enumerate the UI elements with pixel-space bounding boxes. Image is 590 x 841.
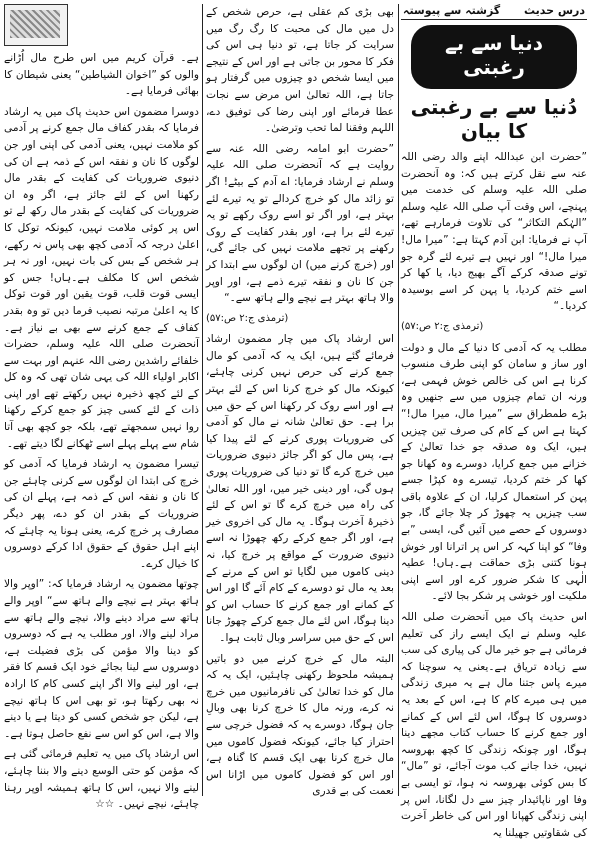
body-paragraph: البتہ مال کے خرچ کرنے میں دو باتیں ہمیشہ ملحوظ رکھنی چاہئیں، ایک یہ کہ مال کو خدا تعالیٰ کی نافرمانیوں میں خرچ نہ کرے، ورنہ مال کا خرچ کرنا بھی وبالِ جان ہوگا، دوسرے یہ کہ فضول خرچی سے احتراز کیا جائے، کیونکہ فضول کاموں میں مال خرچ کرنا بھی ایک قسم کا گناہ ہے، اور اس کو فضول کاموں میں اڑانا اس نعمت کی بے قدری	[206, 652, 394, 798]
body-paragraph: بھی بڑی کم عقلی ہے، حرص شخص کے دل میں مال کی محبت کا رگ رگ میں سرایت کر جاتا ہے، تو دنیا ہی اس کی فکر کا محور بن جاتی ہے اور اس کے نتیجے میں ایسا شخص دو چیزوں میں گرفتار ہو جاتا ہے، اللہ تعالیٰ اس مرض سے نجات عطا فرمائے اور اپنی رضا کی توفیق دے، اللہم وفقنا لما تحب وترضیٰ۔	[206, 6, 394, 135]
section-header	[401, 4, 587, 20]
body-paragraph: اس ارشاد پاک میں یہ تعلیم فرمائی گئی ہے کہ مؤمن کو حتی الوسع دینے والا بننا چاہئے، لینے والا نہیں، اس کا ہاتھ ہمیشہ اوپر رہنا چاہئے، نیچے نہیں۔ ☆☆	[4, 748, 199, 811]
article-column-left	[4, 4, 199, 811]
body-paragraph: مطلب یہ کہ آدمی کا دنیا کے مال و دولت اور ساز و سامان کو اپنی طرف منسوب کرنا ہے اس کی خالص خوش فہمی ہے، ورنہ ان تمام چیزوں میں سے جنھیں وہ بڑے طمطراق سے ”میرا مال، میرا مال!“ کہتا ہے اس کے کام کی صرف تین چیزیں ہیں، ایک وہ صدقہ جو خدا تعالیٰ کے خزانے میں جمع کرایا، دوسرے وہ کھانا جو کھا کر ختم کردیا، تیسرے وہ کپڑا جسے پہن کر استعمال کرلیا، ان کے علاوہ باقی سب چیزیں یہ چھوڑ کر چلا جائے گا، جو دوسروں کے حصے میں آئیں گی، ایسی ”بے وفا“ کو اپنا کہہ کر اس پر اترانا اور خوش ہونا کتنی بڑی حماقت ہے۔ہاں! عطیہ الٰہی کا شکر ضرور کرے اور اسے اپنی ملکیت اور خوشی پر شکر بجا لائے۔	[401, 341, 587, 603]
body-paragraph: اس ارشاد پاک میں چار مضمون ارشاد فرمائے گئے ہیں، ایک یہ کہ آدمی کو مال جمع کرنے کی حرص نہیں کرنی چاہئے، کیونکہ مال کو خرچ کرنا اس کے لئے بہتر ہے اور اسے روک کر رکھنا اس کے حق میں برا ہے۔ حق تعالیٰ شانہ نے مال کو آدمی کی ضروریات پوری کرنے کے لئے پیدا کیا ہے، پس مال کو اگر جائز دنیوی ضروریات میں خرچ کرے گا تو دنیا کی ضروریات پوری ہوں گی، اور دینی خیر میں، اور اللہ تعالیٰ کی راہ میں خرچ کرے گا تو اس کے لئے ذخیرۂ آخرت ہوگا۔ یہ مال کی اخروی خیر ہے، اور اگر جمع کرکے رکھ چھوڑا نہ اسے دنیوی ضرورت کے مواقع پر خرچ کیا، نہ دینی کاموں میں لگایا تو اس کے مرنے کے بعد یہ مال تو دوسرے کے کام آئے گا اور اس کے کمانے اور جمع کرنے کا حساب اس کو دینا ہوگا، اس لئے مال جمع کرکے چھوڑ جانا اس کے حق میں سراسر وبال ثابت ہوا۔	[206, 333, 394, 644]
body-paragraph: تیسرا مضمون یہ ارشاد فرمایا کہ آدمی کو خرچ کی ابتدا ان لوگوں سے کرنی چاہئے جن کا نان و نفقہ اس کے ذمہ ہے، پہلے ان کی ضروریات کے بقدر ان کو دے، پھر دیگر مصارف پر خرچ کرے، یعنی ہونا یہ چاہئے کہ اپنے اہل حقوق کے حقوق ادا کرکے دوسروں کا خیال کرے۔	[4, 458, 199, 570]
column-rule	[398, 4, 399, 796]
hadith-paragraph: ”حضرت ابو امامہ رضی اللہ عنہ سے روایت ہے کہ آنحضرت صلی اللہ علیہ وسلم نے ارشاد فرمایا: اے آدم کے بیٹے! اگر تو زائد مال کو خرچ کردالے تو یہ تیرے لئے بہتر ہے، اور اگر تو اسے روک رکھے تو یہ تیرے لئے برا ہے، اور بقدر کفایت کے روک رکھنے پر تجھے ملامت نہیں کی جائے گی، اور (خرچ کرنے میں) ان لوگوں سے ابتدا کر جن کا نان و نفقہ تیرے ذمے ہے، اور اوپر والا ہاتھ بہتر ہے نیچے والے ہاتھ سے۔“	[206, 142, 394, 305]
body-paragraph: دوسرا مضمون اس حدیث پاک میں یہ ارشاد فرمایا کہ بقدر کفاف مال جمع کرنے پر آدمی کو ملامت نہیں، یعنی آدمی کی اپنی اور جن لوگوں کا نان و نفقہ اس کے ذمہ ہے ان کی دنیوی ضروریات کی کفایت کے بقدر مال رکھنا اس کے لئے جائز ہے، اگر وہ ان ضروریات کی کفایت کے بقدر مال رکھ لے تو اس پر کوئی ملامت نہیں، کیونکہ توکل کا اعلیٰ درجہ کہ آدمی کچھ بھی پاس نہ رکھے، ہر شخص کے بس کی بات نہیں، اور نہ ہر شخص اس کا مکلف ہے۔ہاں! جس کو ایسی قوت قلب، قوت یقین اور قوت توکل کا یہ اعلیٰ مرتبہ نصیب فرما دیں تو وہ بقدر کفاف کے جمع کرنے سے بھی بے نیاز ہے۔ آنحضرت صلی اللہ علیہ وسلم، حضرات خلفائے راشدین رضی اللہ عنہم اور بہت سے اکابر اولیاء اللہ کی یہی شان تھی کہ وہ کل کے لئے کچھ ذخیرہ نہیں رکھتے تھے اور اپنی ذات کے لئے کسی چیز کو جمع کرکے رکھنا روا نہیں سمجھتے تھے، بلکہ جو کچھ بھی آتا شام سے پہلے پہلے اسے ٹھکانے لگا دیتے تھے۔	[4, 105, 199, 450]
section-banner: دنیا سے بے رغبتی	[411, 25, 577, 89]
article-column-right	[401, 4, 587, 839]
article-column-middle	[206, 4, 394, 796]
body-paragraph: چوتھا مضمون یہ ارشاد فرمایا کہ: ”اوپر والا ہاتھ بہتر ہے نیچے والے ہاتھ سے“ اوپر والے ہاتھ سے مراد دینے والا، نیچے والے ہاتھ سے مراد لینے والا، اور مطلب یہ ہے کہ دوسروں کو دینا والا مؤمن کی بڑی فضیلت ہے، دوسروں سے لینا بجائے خود ایک قسم کا فقر ہے، اور لینے والا اگر اپنے کسی کام کا ارادہ نہ بھی رکھتا ہو، تو بھی اس کا ہاتھ نیچے ہے، لیکن جو شخص کسی کو دیتا ہے یا دینے والا ہے، اس کو اس سے نفع حاصل ہوتا ہے۔	[4, 578, 199, 740]
body-paragraph: ہے۔ قرآن کریم میں اس طرح مال اُڑانے والوں کو ”اخوان الشیاطین“ یعنی شیطان کا بھائی فرمایا ہے۔	[4, 52, 199, 98]
article-headline: دُنیا سے بے رغبتی کا بیان	[410, 95, 578, 143]
continued-label: گزشتہ سے پیوستہ	[403, 4, 501, 17]
hadith-reference: (ترمذی ج:۲ ص:۵۷)	[401, 320, 484, 332]
hadith-paragraph: ”حضرت ابن عبداللہ اپنے والد رضی اللہ عنہ سے نقل کرتے ہیں کہ: وہ آنحضرت صلی اللہ علیہ وسلم کی خدمت میں پہنچے، اس وقت آپ صلی اللہ علیہ وسلم ”الہٰکم التکاثر“ کی تلاوت فرمارہے تھے، آپ نے فرمایا: ابن آدم کہتا ہے: ”میرا مال! میرا مال!“ اور نہیں ہے تیرے لئے گرہ جو تونے صدقہ کرکے آگے بھیج دیا، یا کھا کر اسے ختم کردیا، یا پہن کر اسے بوسیدہ کردیا۔“	[401, 151, 587, 313]
body-paragraph: اس حدیث پاک میں آنحضرت صلی اللہ علیہ وسلم نے ایک ایسے راز کی تعلیم فرمائی ہے جو خیر مال کی پیاری کی سب سے زیادہ تریاق ہے۔یعنی یہ سوچنا کہ میرے پاس جتنا مال ہے یہ میری زندگی میں ہی میرے کام کا ہے، اس کے بعد یہ دوسروں کا ہوگا، اس لئے اس کے کمانے اور جمع کرنے کا حساب کتاب مجھے دینا ہوگا، اور چونکہ زندگی کا کچھ بھروسہ نہیں، خدا جانے کب موت آجائے، تو ”مال“ کا بس کوئی بھروسہ نہ ہوا، تو ایسی بے وفا اور ناپائیدار چیز سے دل لگانا، اس پر اپنی زندگی کھپانا اور اس کی خاطر آخرت کی شقاوتیں جھیلنا یہ	[401, 611, 587, 839]
section-name: درس حدیث	[523, 4, 585, 17]
column-rule	[202, 4, 203, 796]
hadith-reference: (ترمذی ج:۲ ص:۵۷)	[206, 312, 289, 324]
